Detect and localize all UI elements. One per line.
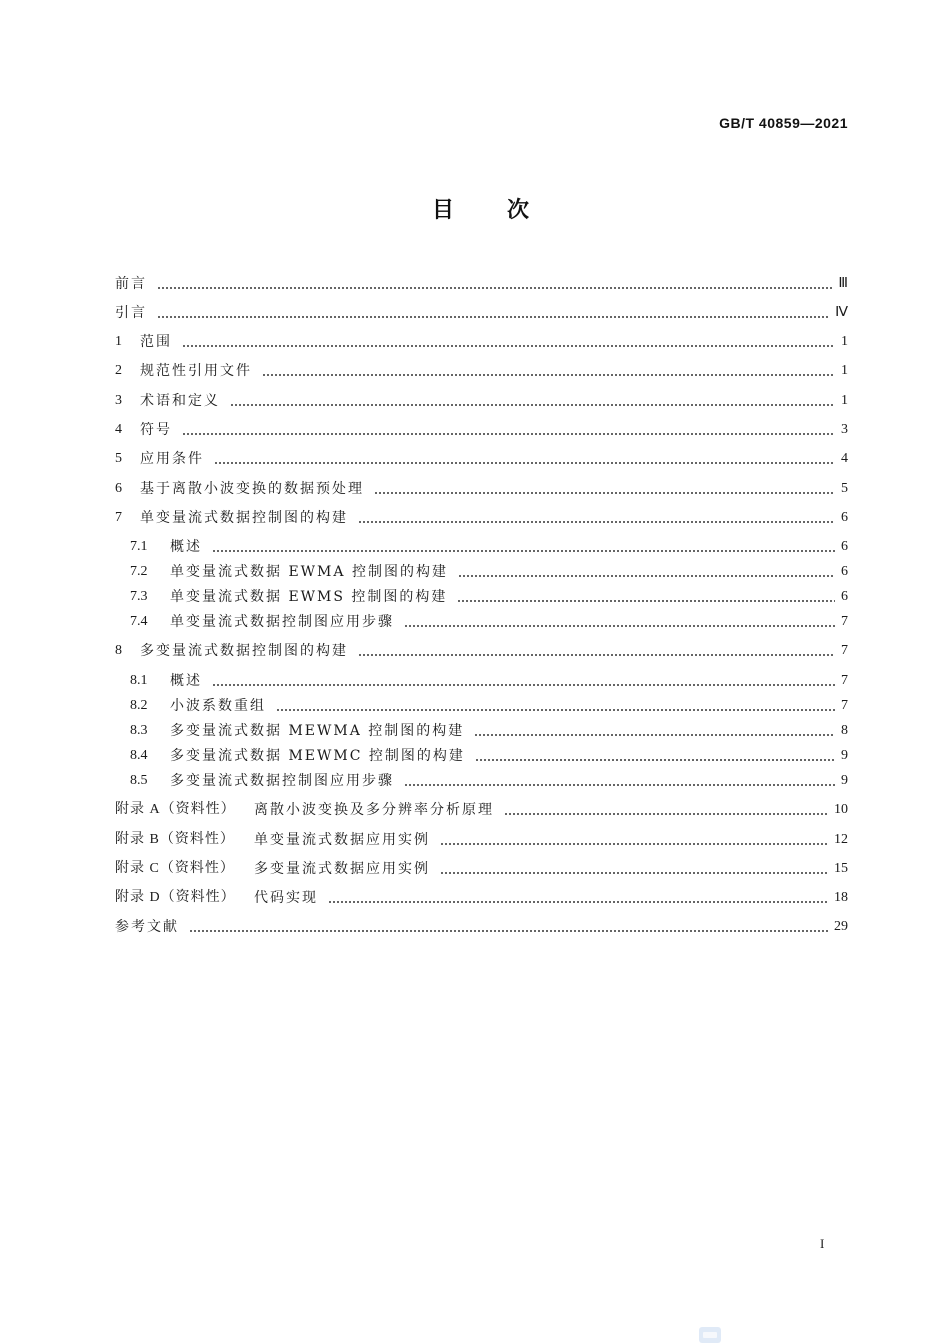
dot-leader: [157, 275, 832, 293]
toc-entry-title: 单变量流式数据 EWMS 控制图的构建: [170, 589, 448, 605]
toc-entry-introduction: [115, 304, 848, 322]
toc-subentry: [130, 538, 848, 556]
toc-entry-number: 2: [115, 363, 122, 378]
dot-leader: [504, 801, 828, 819]
toc-entry-number: 8.5: [130, 773, 148, 788]
toc-entry: [115, 480, 848, 498]
toc-entry-page: 10: [834, 802, 848, 817]
toc-entry-page: 18: [834, 890, 848, 905]
toc-entry-number: 3: [115, 393, 122, 408]
toc-entry-page: 1: [841, 334, 848, 349]
toc-entry-page: 6: [841, 510, 848, 525]
toc-subentry: [130, 747, 848, 765]
toc-entry-references: [115, 918, 848, 936]
toc-entry-page: 6: [841, 564, 848, 579]
toc-entry-title: 单变量流式数据控制图应用步骤: [170, 614, 394, 630]
toc-entry-number: 4: [115, 422, 122, 437]
toc-entry-title: 参考文献: [115, 919, 179, 935]
toc-entry-title: 前言: [115, 276, 147, 292]
toc-entry-page: 1: [841, 393, 848, 408]
toc-entry-title: 小波系数重组: [170, 698, 266, 714]
toc-appendix-entry: [115, 860, 848, 878]
toc-subentry: [130, 588, 848, 606]
toc-subentry: [130, 613, 848, 631]
dot-leader: [358, 509, 835, 527]
toc-entry-page: 7: [841, 698, 848, 713]
toc-entry-title: 多变量流式数据 MEWMC 控制图的构建: [170, 748, 465, 764]
dot-leader: [157, 304, 829, 322]
toc-entry-title: 符号: [140, 422, 172, 438]
toc-entry-page: Ⅲ: [838, 276, 848, 291]
toc-appendix-entry: [115, 889, 848, 907]
dot-leader: [212, 538, 835, 556]
toc-entry-title: 应用条件: [140, 451, 204, 467]
toc-entry-title: 引言: [115, 305, 147, 321]
toc-entry-foreword: [115, 275, 848, 293]
dot-leader: [404, 613, 835, 631]
dot-leader: [358, 642, 835, 660]
toc-entry: [115, 642, 848, 660]
toc-subentry: [130, 722, 848, 740]
toc-appendix-entry: [115, 831, 848, 849]
toc-entry-number: 7.2: [130, 564, 148, 579]
dot-leader: [328, 889, 828, 907]
toc-entry-title: 术语和定义: [140, 393, 220, 409]
toc-entry-page: 29: [834, 919, 848, 934]
appendix-label: 附录 B（资料性）: [115, 832, 235, 847]
toc-entry-title: 多变量流式数据 MEWMA 控制图的构建: [170, 723, 465, 739]
toc-entry-number: 5: [115, 451, 122, 466]
page-title: 目 次: [432, 197, 533, 223]
dot-leader: [404, 772, 835, 790]
toc-entry-number: 7: [115, 510, 122, 525]
toc-entry-title: 规范性引用文件: [140, 363, 252, 379]
toc-entry-title: 基于离散小波变换的数据预处理: [140, 481, 364, 497]
dot-leader: [212, 672, 835, 690]
toc-subentry: [130, 563, 848, 581]
toc-subentry: [130, 672, 848, 690]
dot-leader: [474, 722, 835, 740]
dot-leader: [440, 831, 828, 849]
dot-leader: [457, 588, 835, 606]
toc-entry-number: 6: [115, 481, 122, 496]
dot-leader: [182, 333, 835, 351]
dot-leader: [189, 918, 828, 936]
toc-entry-page: 6: [841, 539, 848, 554]
toc-appendix-entry: [115, 801, 848, 819]
toc-entry-page: 7: [841, 614, 848, 629]
toc-entry: [115, 450, 848, 468]
toc-entry-title: 代码实现: [254, 890, 318, 906]
toc-entry-page: 12: [834, 832, 848, 847]
toc-entry-page: Ⅳ: [835, 305, 848, 320]
toc-entry-title: 单变量流式数据控制图的构建: [140, 510, 348, 526]
standard-code: GB/T 40859—2021: [719, 115, 848, 131]
dot-leader: [374, 480, 835, 498]
toc-entry-page: 8: [841, 723, 848, 738]
toc-entry-number: 7.3: [130, 589, 148, 604]
toc-entry-title: 概述: [170, 673, 202, 689]
appendix-label: 附录 D（资料性）: [115, 890, 236, 905]
page-number: I: [820, 1236, 825, 1251]
toc-entry-page: 9: [841, 748, 848, 763]
toc-entry: [115, 392, 848, 410]
toc-entry-number: 8.4: [130, 748, 148, 763]
toc-entry-page: 9: [841, 773, 848, 788]
toc-entry: [115, 362, 848, 380]
toc-entry-page: 7: [841, 673, 848, 688]
toc-entry-number: 7.1: [130, 539, 148, 554]
toc-entry: [115, 421, 848, 439]
toc-subentry: [130, 697, 848, 715]
toc-entry-title: 离散小波变换及多分辨率分析原理: [254, 802, 494, 818]
toc-entry-page: 4: [841, 451, 848, 466]
toc-entry-title: 多变量流式数据应用实例: [254, 861, 430, 877]
dot-leader: [440, 860, 828, 878]
toc-entry-page: 5: [841, 481, 848, 496]
appendix-label: 附录 C（资料性）: [115, 861, 235, 876]
dot-leader: [214, 450, 835, 468]
appendix-label: 附录 A（资料性）: [115, 802, 236, 817]
dot-leader: [276, 697, 835, 715]
toc-entry-number: 7.4: [130, 614, 148, 629]
toc-entry-title: 单变量流式数据 EWMA 控制图的构建: [170, 564, 448, 580]
toc-entry-title: 范围: [140, 334, 172, 350]
toc-entry-page: 7: [841, 643, 848, 658]
toc-entry-number: 8.1: [130, 673, 148, 688]
toc-entry-page: 3: [841, 422, 848, 437]
dot-leader: [475, 747, 835, 765]
toc-entry-page: 15: [834, 861, 848, 876]
toc-entry-number: 8.3: [130, 723, 148, 738]
toc-entry-page: 6: [841, 589, 848, 604]
toc-entry-number: 8: [115, 643, 122, 658]
toc-entry: [115, 509, 848, 527]
toc-entry: [115, 333, 848, 351]
dot-leader: [262, 362, 835, 380]
toc-subentry: [130, 772, 848, 790]
toc-entry-title: 单变量流式数据应用实例: [254, 832, 430, 848]
watermark-logo: [698, 1326, 722, 1344]
dot-leader: [458, 563, 835, 581]
toc-entry-title: 多变量流式数据控制图应用步骤: [170, 773, 394, 789]
dot-leader: [182, 421, 835, 439]
toc-entry-title: 多变量流式数据控制图的构建: [140, 643, 348, 659]
dot-leader: [230, 392, 835, 410]
toc-entry-page: 1: [841, 363, 848, 378]
toc-entry-number: 1: [115, 334, 122, 349]
toc-entry-number: 8.2: [130, 698, 148, 713]
toc-entry-title: 概述: [170, 539, 202, 555]
